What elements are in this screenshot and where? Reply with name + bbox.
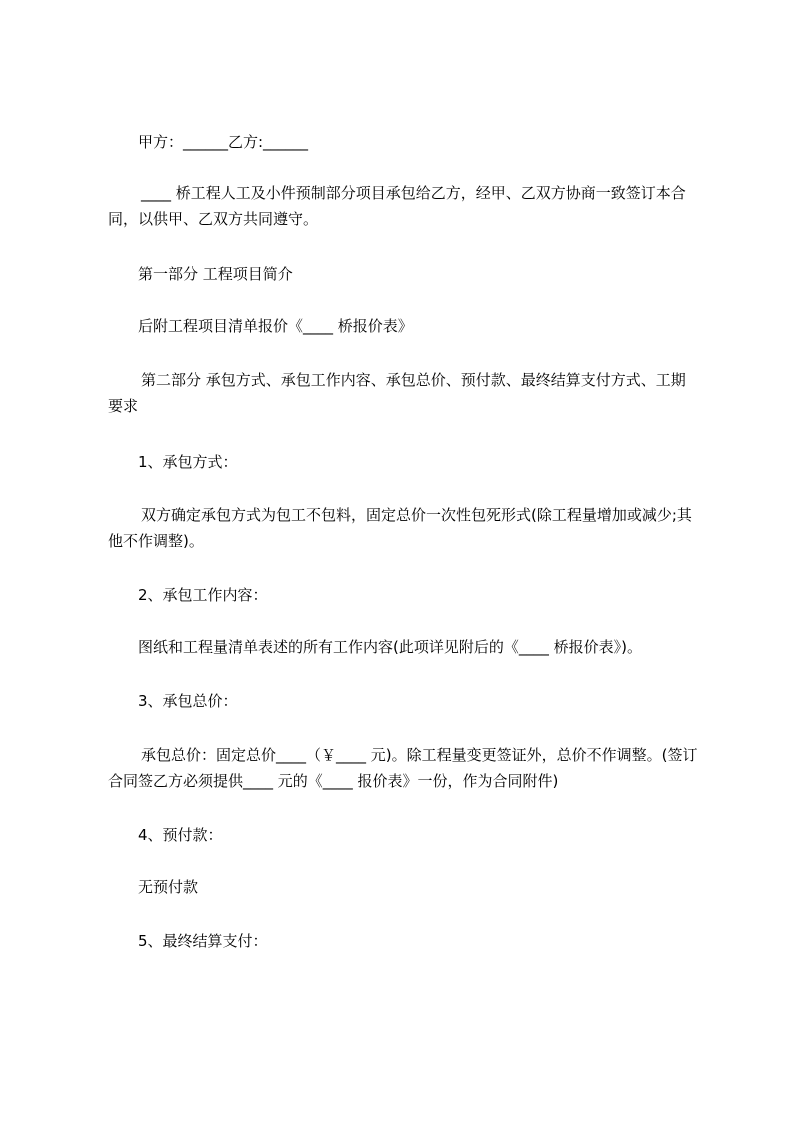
- item-3-heading: 3、承包总价：: [138, 692, 238, 710]
- section-one-content: 后附工程项目清单报价《____ 桥报价表》: [138, 317, 413, 335]
- item-4-heading: 4、预付款：: [138, 826, 223, 844]
- intro-paragraph: ____ 桥工程人工及小件预制部分项目承包给乙方，经甲、乙双方协商一致签订本合同，以供甲、乙双方共同遵守。: [108, 184, 686, 228]
- parties-line: 甲方：______乙方:______: [138, 133, 309, 151]
- section-two-heading: 第二部分 承包方式、承包工作内容、承包总价、预付款、最终结算支付方式、工期要求: [108, 371, 686, 415]
- item-1-content: 双方确定承包方式为包工不包料，固定总价一次性包死形式(除工程量增加或减少;其他不作调整)。: [108, 506, 692, 550]
- item-2-heading: 2、承包工作内容：: [138, 586, 268, 604]
- item-5-heading: 5、最终结算支付：: [138, 932, 268, 950]
- item-2-content: 图纸和工程量清单表述的所有工作内容(此项详见附后的《____ 桥报价表》)。: [138, 638, 642, 656]
- section-one-heading: 第一部分 工程项目简介: [138, 265, 293, 283]
- item-3-content: 承包总价：固定总价____（￥____ 元)。除工程量变更签证外，总价不作调整。(签订合同签乙方必须提供____ 元的《____ 报价表》一份，作为合同附件): [108, 746, 698, 790]
- item-1-heading: 1、承包方式：: [138, 453, 238, 471]
- item-4-content: 无预付款: [138, 878, 199, 896]
